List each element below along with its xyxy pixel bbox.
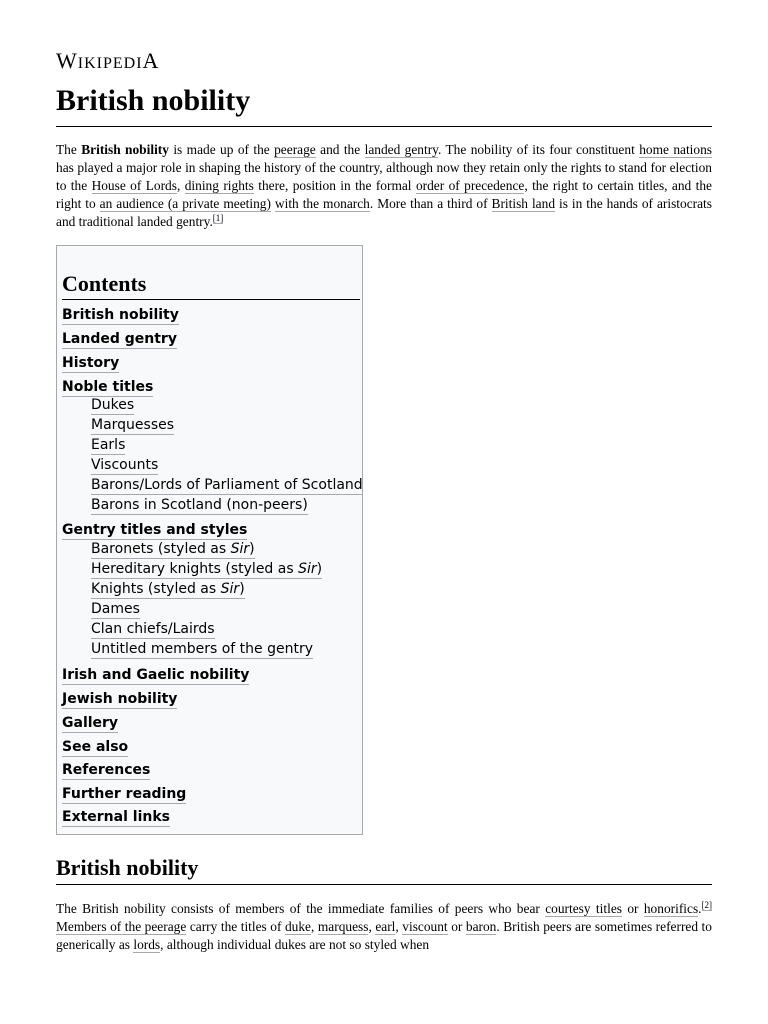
- lead-text: ,: [176, 178, 185, 193]
- lead-text: is in the hands of aristocrats and traditional landed gentry.: [56, 196, 712, 229]
- reference-1[interactable]: [1]: [212, 212, 224, 223]
- link-peerage[interactable]: peerage: [274, 142, 316, 157]
- page-title: British nobility: [56, 84, 251, 117]
- toc-item-italic: Sir: [220, 581, 240, 597]
- table-of-contents: [56, 245, 363, 835]
- section-text: or: [621, 901, 644, 916]
- toc-item-baronets[interactable]: [91, 541, 255, 559]
- toc-item-untitled-members[interactable]: Untitled members of the gentry: [91, 641, 313, 657]
- toc-item-text: ): [249, 541, 255, 557]
- lead-bold-term: British nobility: [81, 142, 169, 157]
- toc-item-british-nobility[interactable]: British nobility: [62, 307, 179, 323]
- toc-item-text: Hereditary knights (styled as: [91, 561, 299, 577]
- toc-item-earls[interactable]: Earls: [91, 437, 126, 453]
- link-earl[interactable]: earl: [375, 919, 396, 934]
- toc-item-italic: Sir: [230, 541, 250, 557]
- section-text: or: [447, 919, 466, 934]
- lead-text: is made up of the: [168, 142, 275, 157]
- lead-text: The: [56, 142, 82, 157]
- toc-item-further-reading[interactable]: Further reading: [62, 786, 187, 802]
- link-british-land[interactable]: British land: [491, 196, 556, 211]
- lead-text: . More than a third of: [369, 196, 492, 211]
- toc-item-text: Baronets (styled as: [91, 541, 231, 557]
- wordmark-last-letter: A: [142, 48, 160, 73]
- lead-text: , the right to certain titles, and the right to: [56, 178, 712, 211]
- lead-paragraph: [56, 141, 712, 231]
- toc-item-hereditary-knights[interactable]: [91, 561, 322, 579]
- toc-item-text: ): [239, 581, 245, 597]
- toc-item-clan-chiefs-lairds[interactable]: Clan chiefs/Lairds: [91, 621, 215, 637]
- toc-item-knights[interactable]: [91, 581, 245, 599]
- lead-text: there, position in the formal: [253, 178, 416, 193]
- link-order-of-precedence[interactable]: order of precedence: [415, 178, 525, 193]
- link-viscount[interactable]: viscount: [402, 919, 448, 934]
- section-text: ,: [368, 919, 376, 934]
- link-baron[interactable]: baron: [465, 919, 497, 934]
- toc-item-marquesses[interactable]: Marquesses: [91, 417, 175, 433]
- toc-item-barons-in-scotland[interactable]: Barons in Scotland (non-peers): [91, 497, 308, 513]
- link-landed-gentry[interactable]: landed gentry: [364, 142, 439, 157]
- toc-item-gallery[interactable]: Gallery: [62, 715, 119, 731]
- toc-item-external-links[interactable]: External links: [62, 809, 170, 825]
- toc-item-text: ): [316, 561, 323, 577]
- toc-item-see-also[interactable]: See also: [62, 739, 129, 755]
- lead-text: . The nobility of its four constituent: [438, 142, 640, 157]
- link-courtesy-titles[interactable]: courtesy titles: [545, 901, 622, 916]
- section-text: .: [698, 901, 702, 916]
- toc-title: Contents: [62, 271, 147, 296]
- toc-item-dames[interactable]: Dames: [91, 601, 140, 617]
- link-home-nations[interactable]: home nations: [639, 142, 713, 157]
- section-text: . British peers are sometimes referred to generically as: [56, 919, 712, 952]
- wordmark-first-letter: W: [56, 48, 78, 73]
- wordmark-middle-letters: IKIPEDI: [77, 55, 143, 72]
- link-dining-rights[interactable]: dining rights: [184, 178, 254, 193]
- link-marquess[interactable]: marquess: [317, 919, 369, 934]
- section-text: ,: [311, 919, 318, 934]
- link-lords[interactable]: lords: [133, 937, 161, 952]
- link-with-the-monarch[interactable]: with the monarch: [274, 196, 370, 211]
- section-text: The British nobility consists of members of the immediate families of peers who bear: [56, 901, 546, 916]
- toc-item-noble-titles[interactable]: Noble titles: [62, 379, 154, 395]
- lead-text: and the: [315, 142, 365, 157]
- toc-item-barons-lords-of-parliament[interactable]: Barons/Lords of Parliament of Scotland: [91, 477, 363, 493]
- wikipedia-wordmark[interactable]: [56, 48, 159, 74]
- link-duke[interactable]: duke: [284, 919, 311, 934]
- toc-item-irish-and-gaelic-nobility[interactable]: Irish and Gaelic nobility: [62, 667, 250, 683]
- toc-item-dukes[interactable]: Dukes: [91, 397, 135, 413]
- section-paragraph: [56, 900, 712, 954]
- section-divider: [56, 884, 712, 885]
- toc-item-references[interactable]: References: [62, 762, 151, 778]
- lead-text: has played a major role in shaping the history of the country, although now they retain only the rights to stand for election to the: [56, 160, 712, 193]
- link-house-of-lords[interactable]: House of Lords: [91, 178, 177, 193]
- section-heading: British nobility: [56, 855, 199, 880]
- title-divider: [56, 126, 712, 127]
- toc-item-viscounts[interactable]: Viscounts: [91, 457, 159, 473]
- link-audience[interactable]: an audience (a private meeting): [99, 196, 271, 211]
- toc-item-gentry-titles-and-styles[interactable]: Gentry titles and styles: [62, 522, 248, 538]
- section-text: carry the titles of: [186, 919, 285, 934]
- toc-item-jewish-nobility[interactable]: Jewish nobility: [62, 691, 178, 707]
- link-honorifics[interactable]: honorifics: [643, 901, 699, 916]
- toc-item-text: Knights (styled as: [91, 581, 221, 597]
- section-text: , although individual dukes are not so styled when: [160, 937, 430, 952]
- reference-2[interactable]: [2]: [701, 899, 713, 910]
- toc-item-italic: Sir: [298, 561, 317, 577]
- section-text: ,: [395, 919, 403, 934]
- toc-item-history[interactable]: History: [62, 355, 120, 371]
- toc-item-landed-gentry[interactable]: Landed gentry: [62, 331, 177, 347]
- toc-divider: [62, 299, 360, 300]
- link-members-of-the-peerage[interactable]: Members of the peerage: [56, 919, 187, 934]
